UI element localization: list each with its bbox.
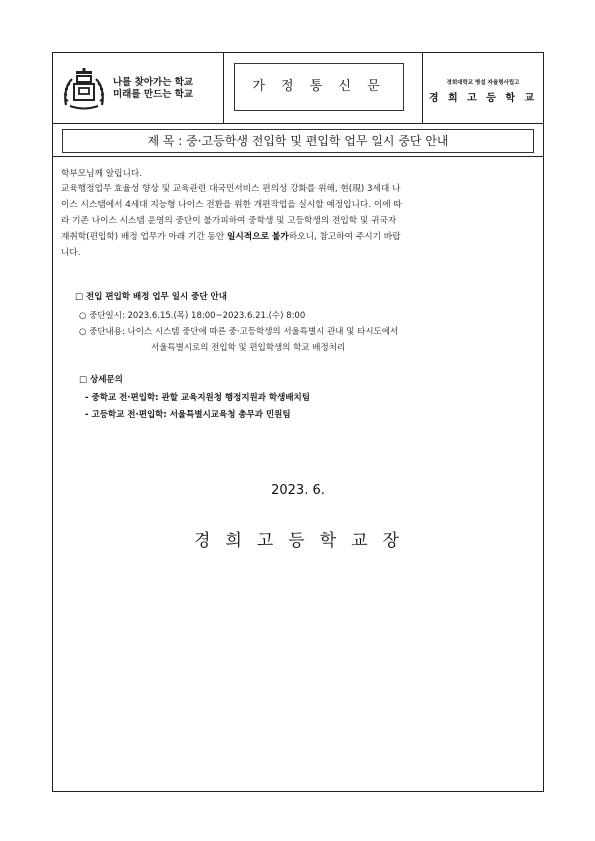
slogan-line-1: 나를 찾아가는 학교 — [113, 77, 194, 88]
logo-cell — [53, 53, 223, 123]
suspension-content: ○ 중단내용: 나이스 시스템 중단에 따른 중·고등학생의 서울특별시 관내 및 타시도에서 — [79, 327, 399, 337]
newsletter-frame — [52, 52, 544, 792]
issue-date: 2023. 6. — [271, 483, 325, 498]
title-row — [53, 123, 543, 157]
section-heading-inquiry: □ 상세문의 — [79, 375, 123, 385]
notice-title: 제 목 : 중·고등학생 전입학 및 편입학 업무 일시 중단 안내 — [62, 129, 534, 153]
school-name: 경 희 고 등 학 교 — [428, 93, 538, 104]
paragraph-tail: 하오니, 참고하여 주시기 바랍 — [288, 232, 401, 242]
school-emblem-icon — [62, 67, 106, 111]
paragraph-line-1: 교육행정업무 효율성 향상 및 교육관련 대국민서비스 편의성 강화를 위해, 현(現) 3세대 나 — [61, 184, 401, 194]
inquiry-high-school: - 고등학교 전·편입학: 서울특별시교육청 총무과 민원팀 — [85, 410, 291, 420]
slogan-line-2: 미래를 만드는 학교 — [113, 89, 194, 100]
inquiry-middle-school: - 중학교 전·편입학: 관할 교육지원청 행정지원과 학생배치팀 — [85, 393, 310, 403]
newsletter-label-cell — [223, 53, 423, 123]
paragraph-line-4: 재취학(편입학) 배정 업무가 아래 기간 동안 — [61, 232, 228, 242]
body-paragraph — [61, 181, 535, 261]
greeting: 학부모님께 알립니다. — [61, 169, 143, 179]
header — [53, 53, 543, 124]
school-cell — [423, 53, 543, 123]
school-slogan — [113, 77, 193, 101]
principal-signature: 경희고등학교장 — [194, 531, 414, 551]
paragraph-tail-2: 니다. — [61, 248, 81, 258]
section-heading-suspension: □ 전입 편입학 배정 업무 일시 중단 안내 — [75, 292, 227, 302]
emphasis-text: 일시적으로 불가 — [227, 232, 289, 242]
school-affiliation: 경희대학교 병설 자율형사립고 — [446, 80, 520, 86]
paragraph-line-2: 이스 시스템에서 4세대 지능형 나이스 전환을 위한 개편작업을 실시할 예정입니다. 이에 따 — [61, 200, 402, 210]
suspension-period: ○ 중단일시: 2023.6.15.(목) 18:00~2023.6.21.(수) 8:00 — [79, 311, 306, 321]
suspension-content-cont: 서울특별시로의 전입학 및 편입학생의 학교 배정처리 — [151, 343, 346, 353]
paragraph-line-3: 라 기존 나이스 시스템 운영의 중단이 불가피하여 중학생 및 고등학생의 전입학 및 귀국자 — [61, 216, 397, 226]
newsletter-label: 가 정 통 신 문 — [234, 63, 404, 111]
